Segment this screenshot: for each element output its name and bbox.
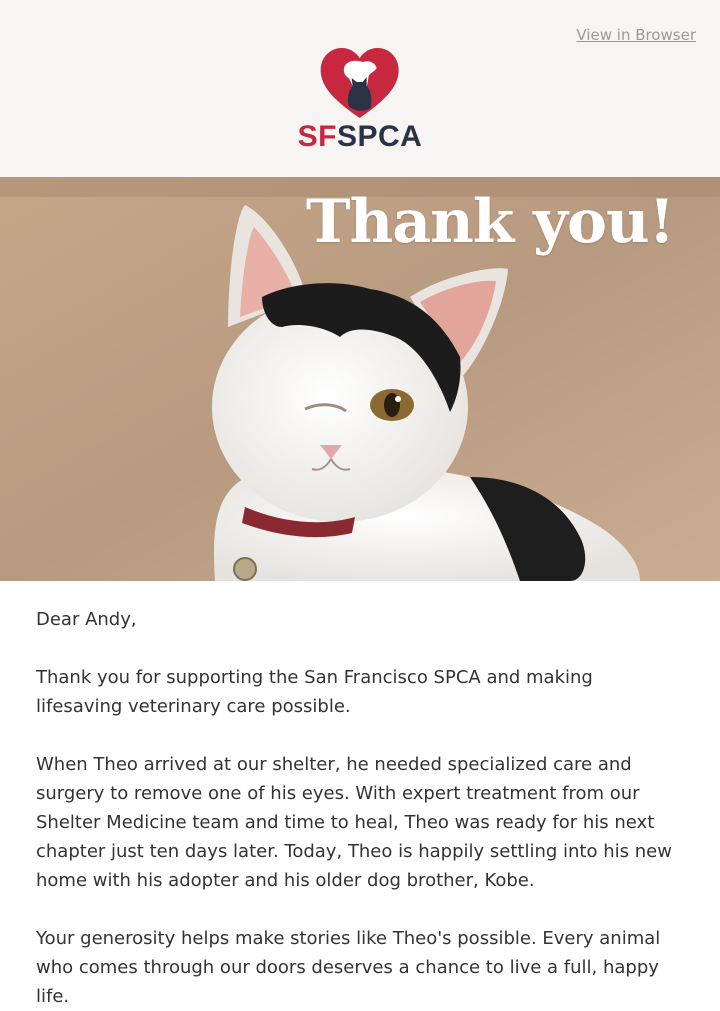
email-header bbox=[0, 0, 720, 177]
sfspca-logo[interactable] bbox=[298, 46, 423, 152]
heart-cat-dog-icon bbox=[319, 46, 401, 120]
logo-text-spca: SPCA bbox=[336, 120, 423, 153]
greeting: Dear Andy, bbox=[36, 609, 137, 630]
letter-paragraph: Thank you for supporting the San Francisco SPCA and making lifesaving veterinary care possible. bbox=[36, 667, 593, 717]
logo-wordmark bbox=[298, 122, 423, 152]
logo-text-sf: SF bbox=[297, 120, 337, 153]
letter-paragraph: When Theo arrived at our shelter, he needed specialized care and surgery to remove one of his eyes. With expert treatment from our Shelter Medicine team and time to heal, Theo was ready for his next chapter just ten days later. Today, Theo is happily settling into his new home with his adopter and his older dog brother, Kobe. bbox=[36, 754, 672, 891]
hero-title: Thank you! bbox=[305, 187, 674, 257]
letter-paragraph: Your generosity helps make stories like Theo's possible. Every animal who comes through our doors deserves a chance to live a full, happy life. bbox=[36, 928, 661, 1007]
letter-body bbox=[0, 581, 720, 1011]
view-in-browser-link[interactable]: View in Browser bbox=[576, 26, 696, 44]
hero-banner bbox=[0, 177, 720, 581]
